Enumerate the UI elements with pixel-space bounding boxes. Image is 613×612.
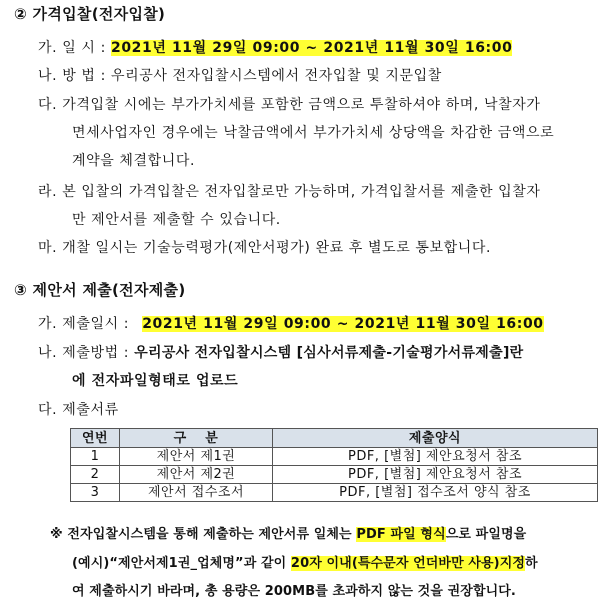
- s2-item-da: [38, 94, 541, 114]
- table-cell: 제안서 제2권: [120, 466, 273, 484]
- item-mark: 라.: [38, 184, 58, 200]
- item-mark: 다.: [38, 402, 58, 418]
- table-header-row: [71, 429, 598, 448]
- note-text: 전자입찰시스템을 통해 제출하는 제안서류 일체는: [67, 527, 357, 542]
- note-text: 하: [525, 556, 538, 571]
- table-header: 연번: [71, 429, 120, 448]
- s2-item-na: [38, 65, 442, 85]
- s3-item-na-line2: 에 전자파일형태로 업로드: [72, 373, 239, 389]
- section-2-marker: ②: [14, 5, 28, 23]
- item-text: 본 입찰의 가격입찰은 전자입찰로만 가능하며, 가격입찰서를 제출한 입찰자: [62, 184, 541, 200]
- item-mark: 마.: [38, 240, 58, 256]
- s2-item-ra-line2: 만 제안서를 제출할 수 있습니다.: [72, 212, 281, 228]
- table-cell: 2: [71, 466, 120, 484]
- section-3-heading: [14, 279, 186, 300]
- note-text: 으로 파일명을: [445, 527, 527, 542]
- item-text: 우리공사 전자입찰시스템 [심사서류제출-기술평가서류제출]란: [134, 345, 524, 361]
- item-mark: 가.: [38, 316, 58, 332]
- table-row: [71, 448, 598, 466]
- item-mark: 나.: [38, 68, 58, 84]
- item-text: 개찰 일시는 기술능력평가(제안서평가) 완료 후 별도로 통보합니다.: [62, 240, 492, 256]
- item-mark: 가.: [38, 40, 58, 56]
- s3-item-ga: [38, 313, 544, 333]
- submission-documents-table: [70, 428, 598, 502]
- table-cell: PDF, [별첨] 접수조서 양식 참조: [273, 484, 598, 502]
- section-3-title: 제안서 제출(전자제출): [32, 281, 186, 299]
- section-2-title: 가격입찰(전자입찰): [32, 5, 166, 23]
- table-row: [71, 466, 598, 484]
- s2-item-da-line3: 계약을 체결합니다.: [72, 153, 196, 169]
- item-label: 제출방법 :: [62, 345, 130, 361]
- item-label: 제출일시 :: [62, 316, 130, 332]
- item-text: 가격입찰 시에는 부가가치세를 포함한 금액으로 투찰하셔야 하며, 낙찰자가: [62, 97, 541, 113]
- pdf-format-highlight: PDF 파일 형식: [356, 527, 446, 542]
- item-label: 일 시 :: [62, 40, 106, 56]
- table-header: 제출양식: [273, 429, 598, 448]
- table-cell: PDF, [별첨] 제안요청서 참조: [273, 448, 598, 466]
- s3-item-da: [38, 399, 119, 419]
- note-mark: ※: [50, 527, 63, 542]
- submit-schedule-highlight: 2021년 11월 29일 09:00 ~ 2021년 11월 30일 16:00: [142, 316, 544, 332]
- note-line-2: [72, 552, 538, 571]
- s2-item-da-line2: 면세사업자인 경우에는 낙찰금액에서 부가가치세 상당액을 차감한 금액으로: [72, 125, 555, 141]
- table-cell: 1: [71, 448, 120, 466]
- section-2-heading: [14, 3, 165, 24]
- table-cell: PDF, [별첨] 제안요청서 참조: [273, 466, 598, 484]
- s3-item-na: [38, 342, 523, 362]
- filename-rule-highlight: 20자 이내(특수문자 언더바만 사용)지정: [290, 556, 526, 571]
- note-line-3: 여 제출하시기 바라며, 총 용량은 200MB를 초과하지 않는 것을 권장합니다.: [72, 584, 516, 599]
- item-text: 방 법 : 우리공사 전자입찰시스템에서 전자입찰 및 지문입찰: [62, 68, 442, 84]
- item-mark: 다.: [38, 97, 58, 113]
- table-cell: 제안서 접수조서: [120, 484, 273, 502]
- item-text: 제출서류: [62, 402, 119, 418]
- item-mark: 나.: [38, 345, 58, 361]
- s2-item-ga: [38, 37, 512, 57]
- bid-schedule-highlight: 2021년 11월 29일 09:00 ~ 2021년 11월 30일 16:00: [110, 40, 513, 56]
- section-3-marker: ③: [14, 281, 28, 299]
- table-cell: 제안서 제1권: [120, 448, 273, 466]
- s2-item-ra: [38, 181, 541, 201]
- note-text: (예시)“제안서제1권_업체명”과 같이: [72, 556, 291, 571]
- table-cell: 3: [71, 484, 120, 502]
- s2-item-ma: [38, 237, 491, 257]
- table-header: 구 분: [120, 429, 273, 448]
- table-row: [71, 484, 598, 502]
- note-line-1: [50, 523, 526, 542]
